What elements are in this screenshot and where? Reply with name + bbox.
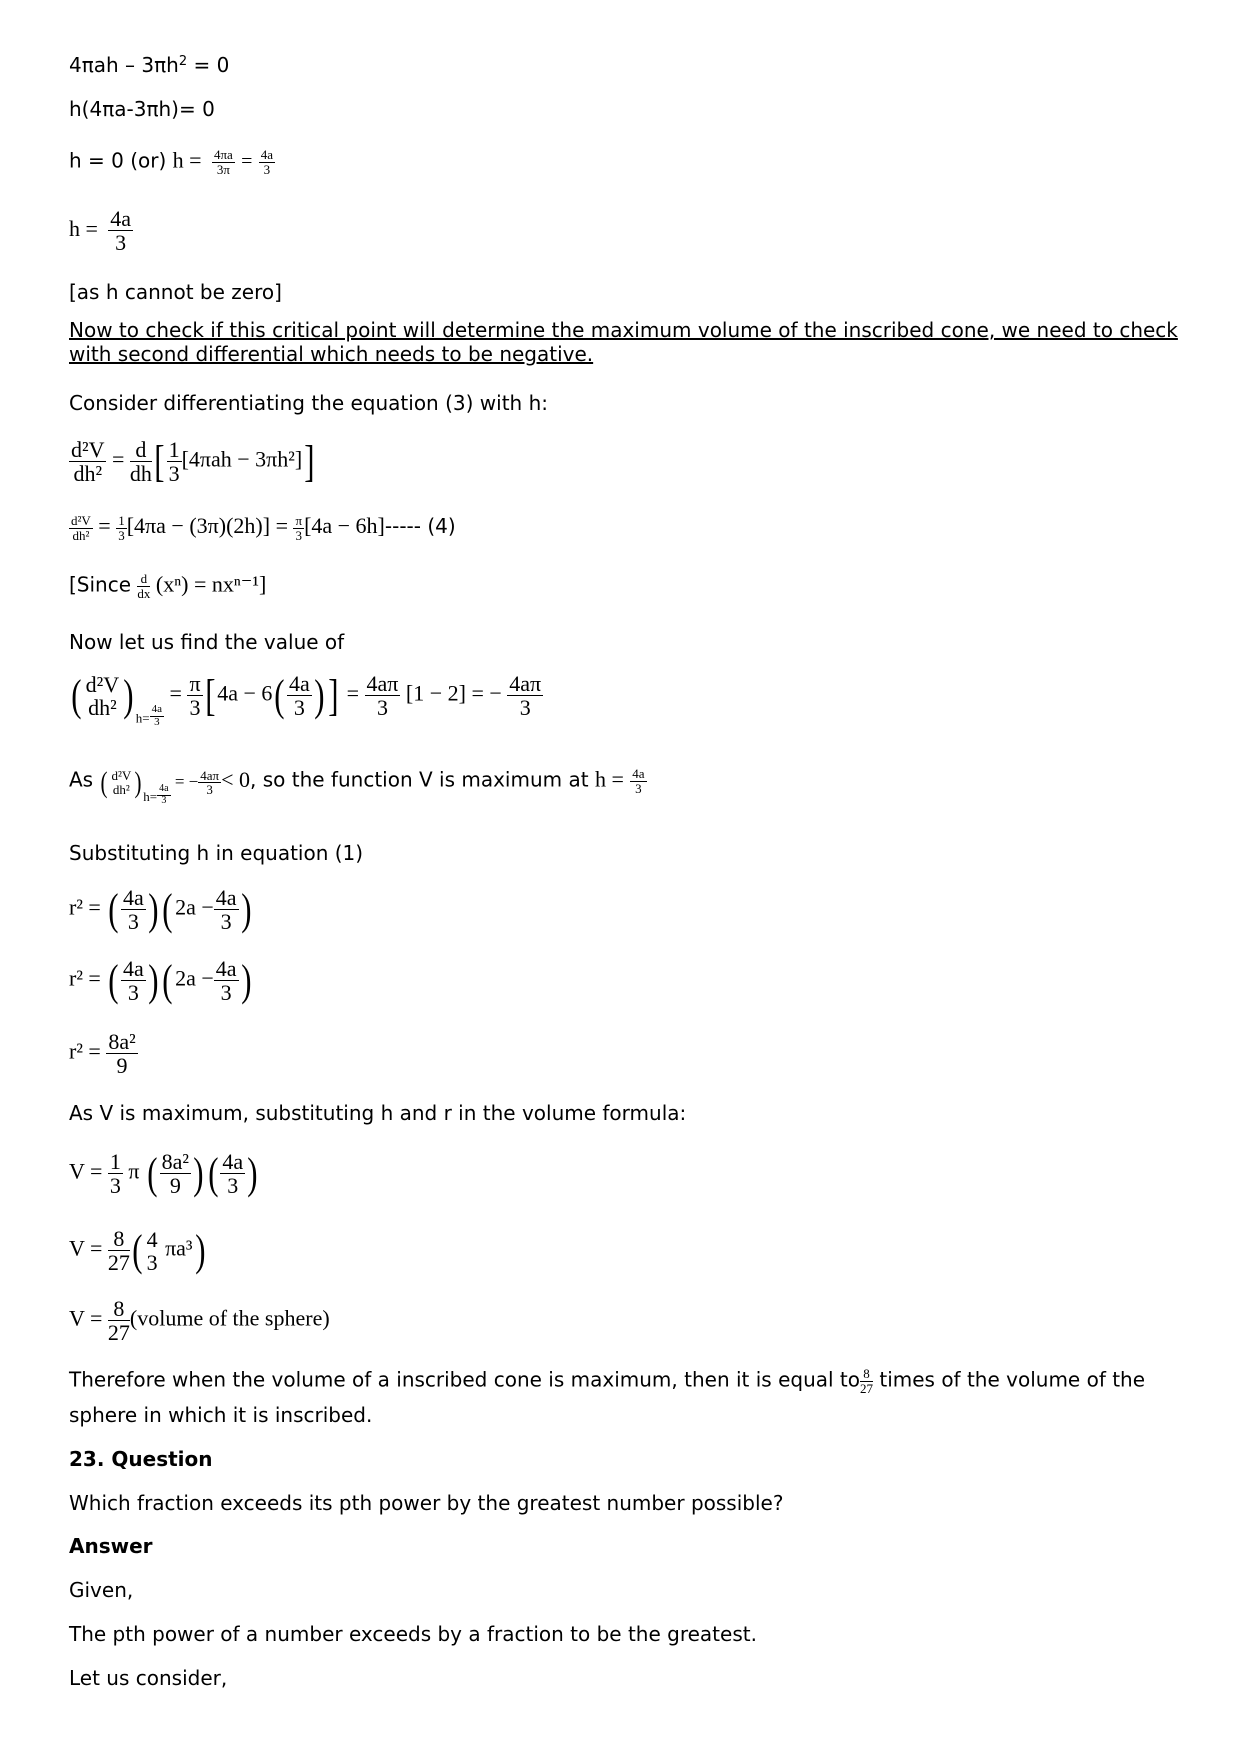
fraction: d²V dh² bbox=[111, 768, 132, 797]
equation-line bbox=[69, 99, 215, 119]
equation-text: = 0 bbox=[187, 53, 230, 77]
fraction: $\frac{8}{27}$ bbox=[107, 1296, 130, 1346]
question-heading: 23. Question bbox=[69, 1447, 213, 1471]
underlined-note: Now to check if this critical point will determine the maximum volume of the inscribed cone, we need to check with second differential which needs to be negative. bbox=[69, 318, 1178, 366]
text-line: The pth power of a number exceeds by a fraction to be the greatest. bbox=[69, 1622, 757, 1646]
fraction: $\frac{d}{dh}$ bbox=[129, 437, 152, 487]
fraction: $\frac{4a}{3}$ bbox=[222, 1149, 244, 1199]
fraction: $\frac{\pi}{3}$ bbox=[189, 671, 201, 721]
equation-text: 4πah – 3πh bbox=[69, 53, 179, 77]
equation-line: V = $\frac{1}{3}$ π ( $\frac{\text{8a²}}{9}$ )( $\frac{4a}{3}$ ) bbox=[69, 1148, 258, 1199]
fraction: $\frac{\text{8a²}}{9}$ bbox=[161, 1149, 190, 1199]
equation-line: ( d²V dh² ) $_{h=}$ $\frac{4a}{3}$ = $\frac{\pi}{3}$ [4a − 6( $\frac{4a}{3}$ )] = $\frac{4a\pi}{3}$ [1 − 2] = − $\frac{4a\pi}{3}$ bbox=[71, 670, 542, 728]
fraction: $\frac{4a\pi}{3}$ bbox=[509, 671, 542, 721]
equation-line: As ( d²V dh² ) $_{h=}$ $\frac{4a}{3}$ = − $\frac{4a\pi}{3}$ < 0, so the function V is maximum at h = $\frac{4a}{3}$ bbox=[69, 765, 645, 806]
fraction: $\frac{\text{d²V}}{\text{dh²}}$ bbox=[71, 513, 91, 543]
equation-line: V = $\frac{8}{27}$ (volume of the sphere) bbox=[69, 1296, 330, 1346]
fraction: $\frac{4a}{3}$ bbox=[632, 766, 645, 796]
fraction: $\frac{4a}{3}$ bbox=[123, 885, 144, 935]
fraction: $\frac{d}{dx}$ bbox=[137, 571, 151, 601]
text-line: Consider differentiating the equation (3) with h: bbox=[69, 391, 548, 415]
text-line: Let us consider, bbox=[69, 1666, 228, 1690]
exponent: 2 bbox=[178, 53, 188, 69]
fraction: $\frac{8}{27}$ bbox=[860, 1366, 873, 1396]
equation-text: h = bbox=[69, 216, 98, 242]
equation-line: r² = $\frac{\text{8a²}}{9}$ bbox=[69, 1029, 136, 1079]
question-text: Which fraction exceeds its pth power by the greatest number possible? bbox=[69, 1491, 784, 1515]
fraction: $\frac{\pi}{3}$ bbox=[295, 513, 303, 543]
text-line: As V is maximum, substituting h and r in the volume formula: bbox=[69, 1101, 687, 1125]
fraction: $\frac{4a}{3}$ bbox=[260, 147, 274, 177]
text-line: sphere in which it is inscribed. bbox=[69, 1403, 373, 1427]
equation-line: [Since $\frac{d}{dx}$ (xⁿ) = nxⁿ⁻¹] bbox=[69, 571, 267, 601]
text-line: Substituting h in equation (1) bbox=[69, 841, 364, 865]
equation-line: $\frac{\text{d²V}}{\text{dh²}}$ = $\frac{d}{dh}$ [ $\frac{1}{3}$ [4πah − 3πh²]] bbox=[71, 436, 315, 487]
fraction: d²V dh² bbox=[85, 671, 120, 720]
equation-text: h = bbox=[172, 147, 202, 173]
text-line: Therefore when the volume of a inscribed cone is maximum, then it is equal to $\frac{8}{27}$ times of the volume of the bbox=[69, 1366, 1146, 1396]
fraction: $\frac{4a}{3}$ bbox=[215, 956, 237, 1006]
equation-line bbox=[69, 148, 275, 176]
equation-line: $\frac{\text{d²V}}{\text{dh²}}$ = $\frac{1}{3}$ [4πa − (3π)(2h)] = $\frac{\pi}{3}$ [4a − 6h]----- (4) bbox=[71, 513, 456, 543]
equation-line: r² = ( $\frac{4a}{3}$ )(2a − $\frac{4a}{3}$ ) bbox=[69, 884, 251, 935]
fraction: $\frac{4a}{3}$ bbox=[123, 956, 144, 1006]
fraction: $\frac{4a}{3}$ bbox=[289, 671, 310, 721]
fraction: $\frac{4a}{3}$ bbox=[151, 703, 163, 728]
text-line: [as h cannot be zero] bbox=[69, 280, 282, 304]
fraction: 4 3 bbox=[146, 1226, 158, 1275]
fraction: $\frac{4a\pi}{3}$ bbox=[200, 767, 220, 798]
answer-heading: Answer bbox=[69, 1534, 153, 1558]
fraction: $\frac{4\pi a}{3\pi}$ bbox=[213, 147, 233, 177]
fraction: $\frac{4a}{3}$ bbox=[159, 783, 169, 806]
fraction: $\frac{4a\pi}{3}$ bbox=[366, 671, 399, 721]
fraction: $\frac{1}{3}$ bbox=[118, 513, 125, 543]
equation-text: h(4πa-3πh)= 0 bbox=[69, 97, 215, 121]
fraction: $\frac{1}{3}$ bbox=[168, 437, 180, 487]
fraction: $\frac{8}{27}$ bbox=[107, 1226, 130, 1276]
equation-line bbox=[69, 55, 229, 75]
equation-line: r² = ( $\frac{4a}{3}$ )(2a − $\frac{4a}{3}$ ) bbox=[69, 955, 251, 1006]
equation-line bbox=[69, 207, 133, 254]
fraction: $\frac{4a}{3}$ bbox=[215, 885, 237, 935]
fraction: $\frac{1}{3}$ bbox=[109, 1149, 121, 1199]
equation-text: h = 0 (or) bbox=[69, 148, 173, 173]
text-line: Given, bbox=[69, 1578, 134, 1602]
text-line: Now let us find the value of bbox=[69, 630, 345, 654]
fraction: $\frac{\text{8a²}}{9}$ bbox=[108, 1029, 136, 1079]
equals-sign: = bbox=[241, 150, 253, 173]
fraction: $\frac{4a}{3}$ bbox=[110, 206, 132, 256]
equation-line: V = $\frac{8}{27}$ ( 4 3 πa³) bbox=[69, 1225, 205, 1276]
fraction: $\frac{\text{d²V}}{\text{dh²}}$ bbox=[71, 437, 105, 487]
